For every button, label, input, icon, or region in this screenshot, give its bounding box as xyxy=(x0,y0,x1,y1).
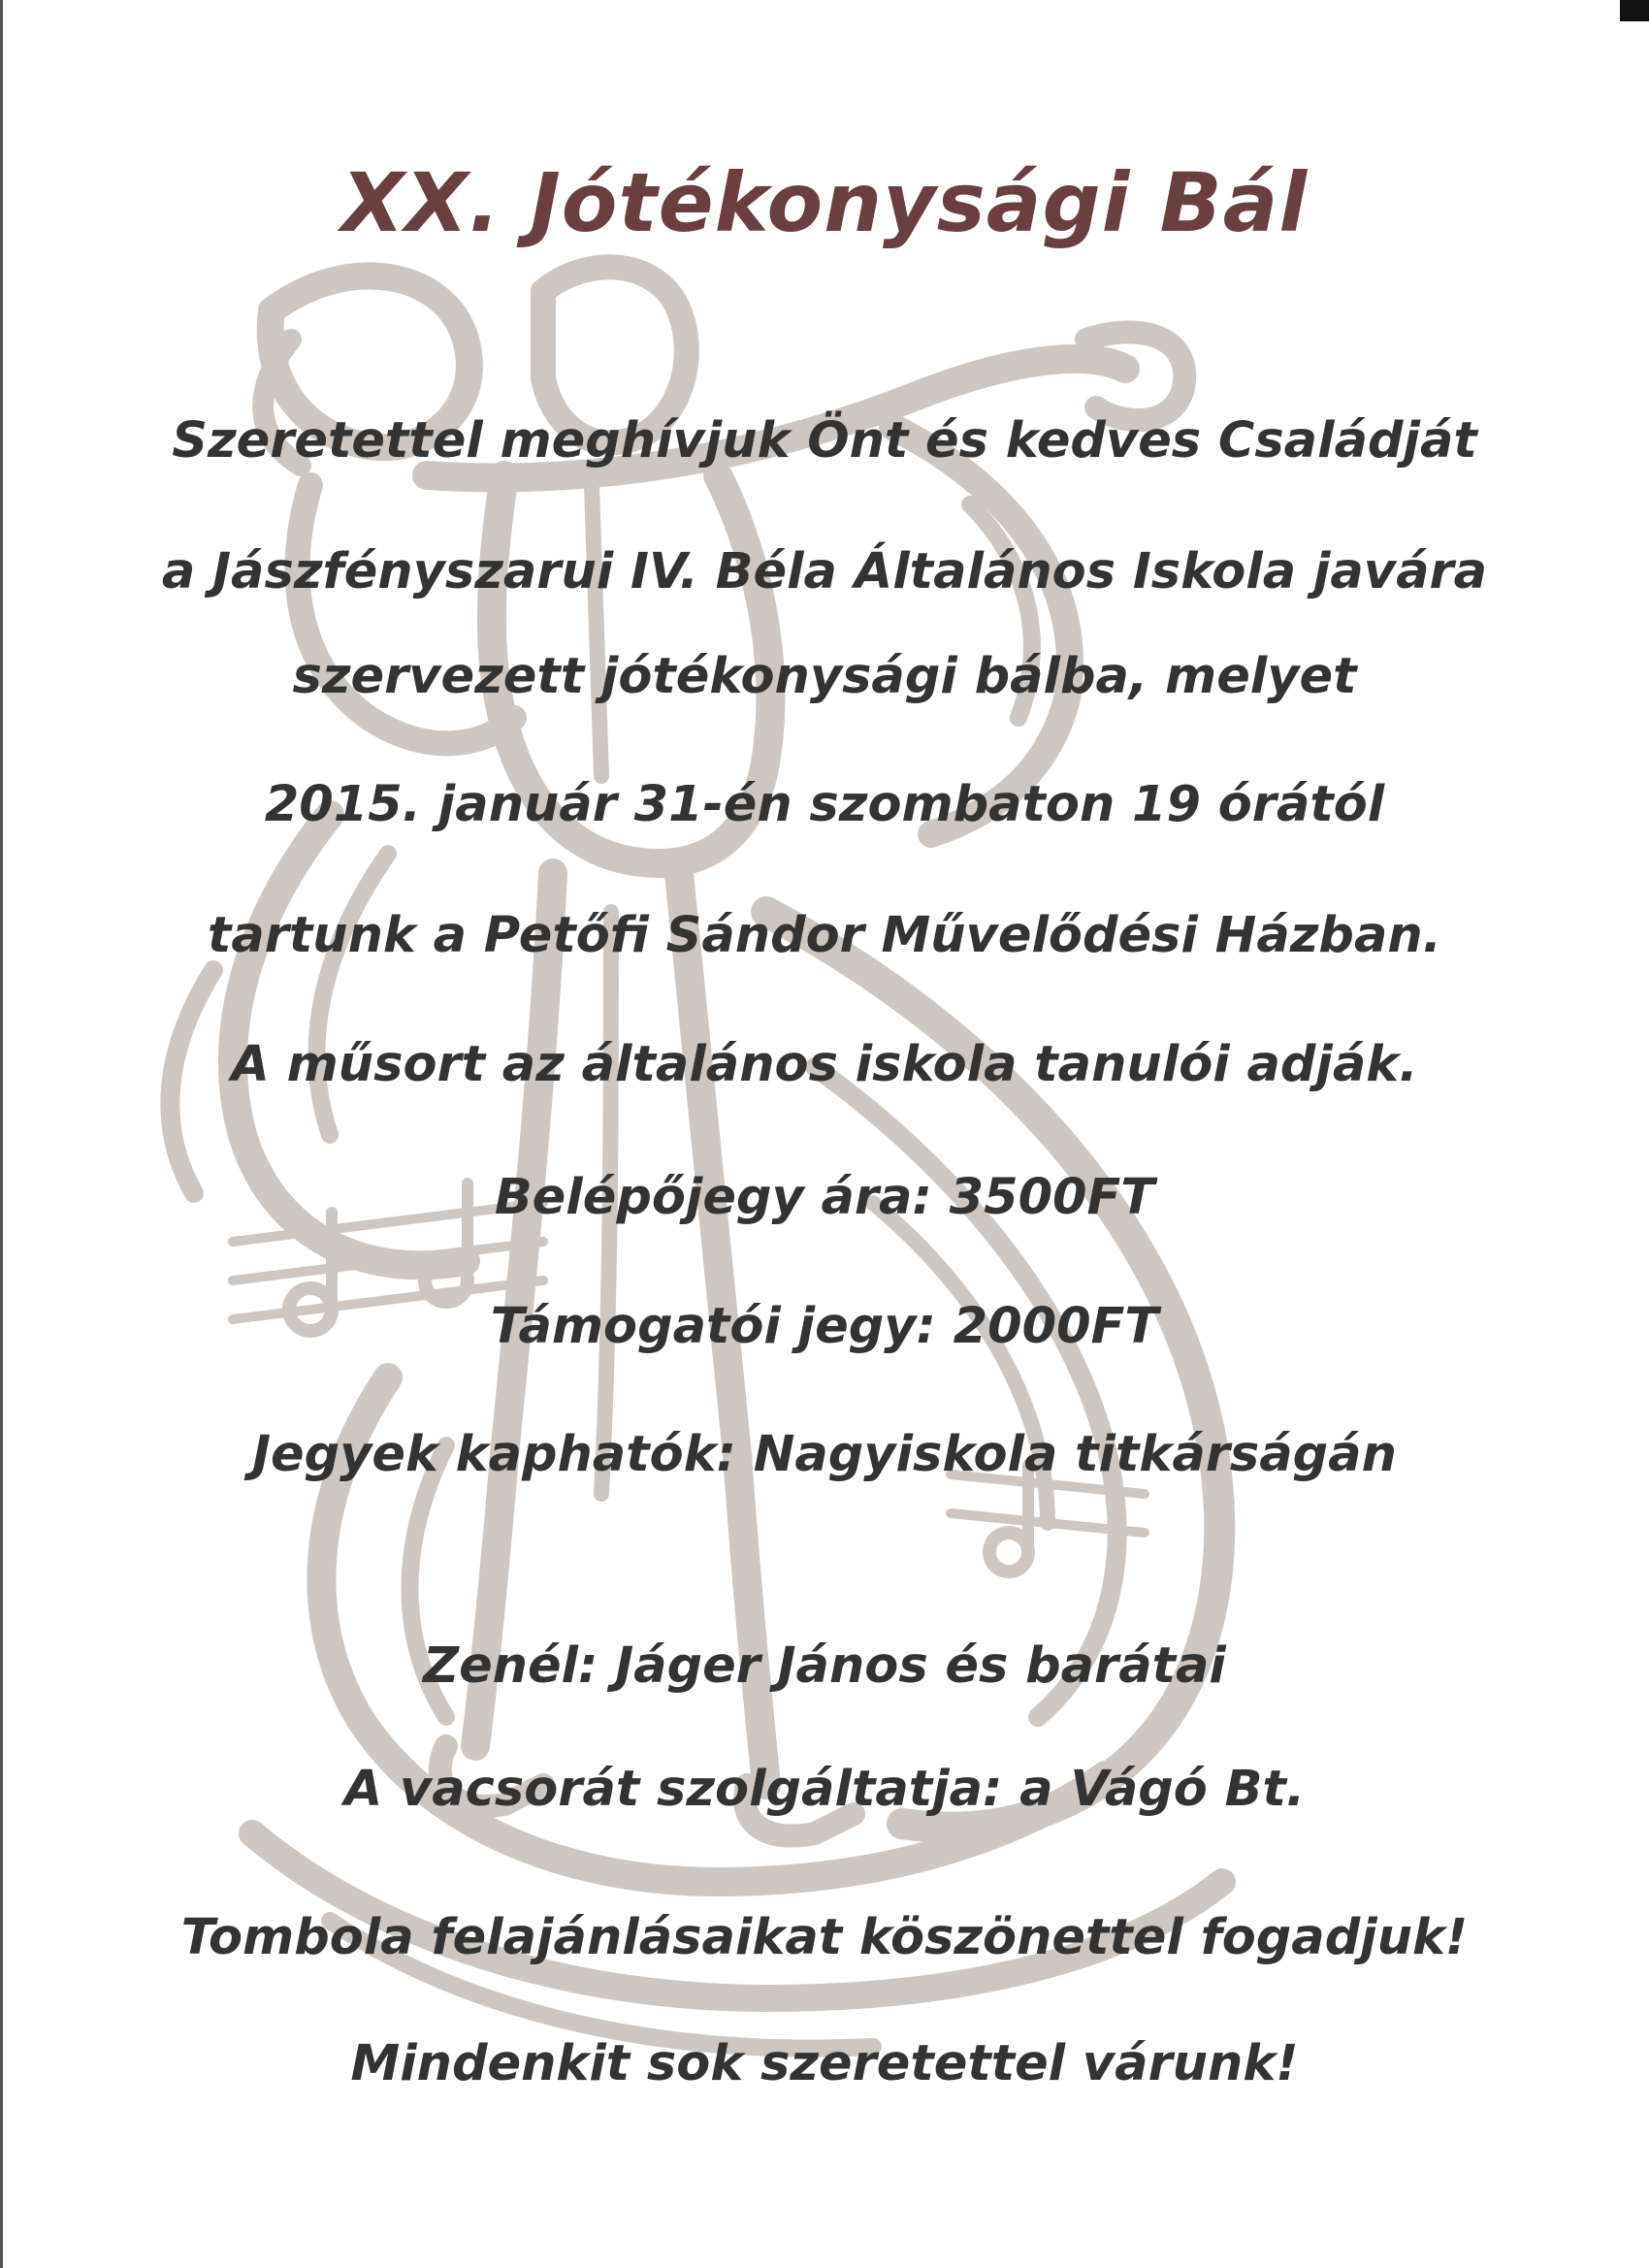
school-line: a Jászfényszarui IV. Béla Általános Iskola javára xyxy=(161,543,1488,600)
closing-line: Mindenkit sok szeretettel várunk! xyxy=(350,2035,1299,2092)
program-line: A műsort az általános iskola tanulói adják. xyxy=(231,1036,1418,1093)
invitation-line: Szeretettel meghívjuk Önt és kedves Családját xyxy=(172,412,1477,470)
page-title: XX. Jótékonysági Bál xyxy=(340,155,1309,250)
ball-line: szervezett jótékonysági bálba, melyet xyxy=(292,648,1357,705)
venue-line: tartunk a Petőfi Sándor Művelődési Házban. xyxy=(207,907,1442,964)
date-line: 2015. január 31-én szombaton 19 órától xyxy=(264,776,1385,833)
ticket-price-line: Belépőjegy ára: 3500FT xyxy=(494,1169,1155,1226)
scan-corner-mark xyxy=(1620,0,1649,21)
ticket-availability-line: Jegyek kaphatók: Nagyiskola titkárságán xyxy=(252,1426,1397,1483)
tombola-line: Tombola felajánlásaikat köszönettel fogadjuk! xyxy=(180,1909,1469,1966)
support-ticket-line: Támogatói jegy: 2000FT xyxy=(490,1298,1159,1355)
dinner-line: A vacsorát szolgáltatja: a Vágó Bt. xyxy=(343,1761,1306,1818)
music-line: Zenél: Jáger János és barátai xyxy=(423,1637,1226,1695)
